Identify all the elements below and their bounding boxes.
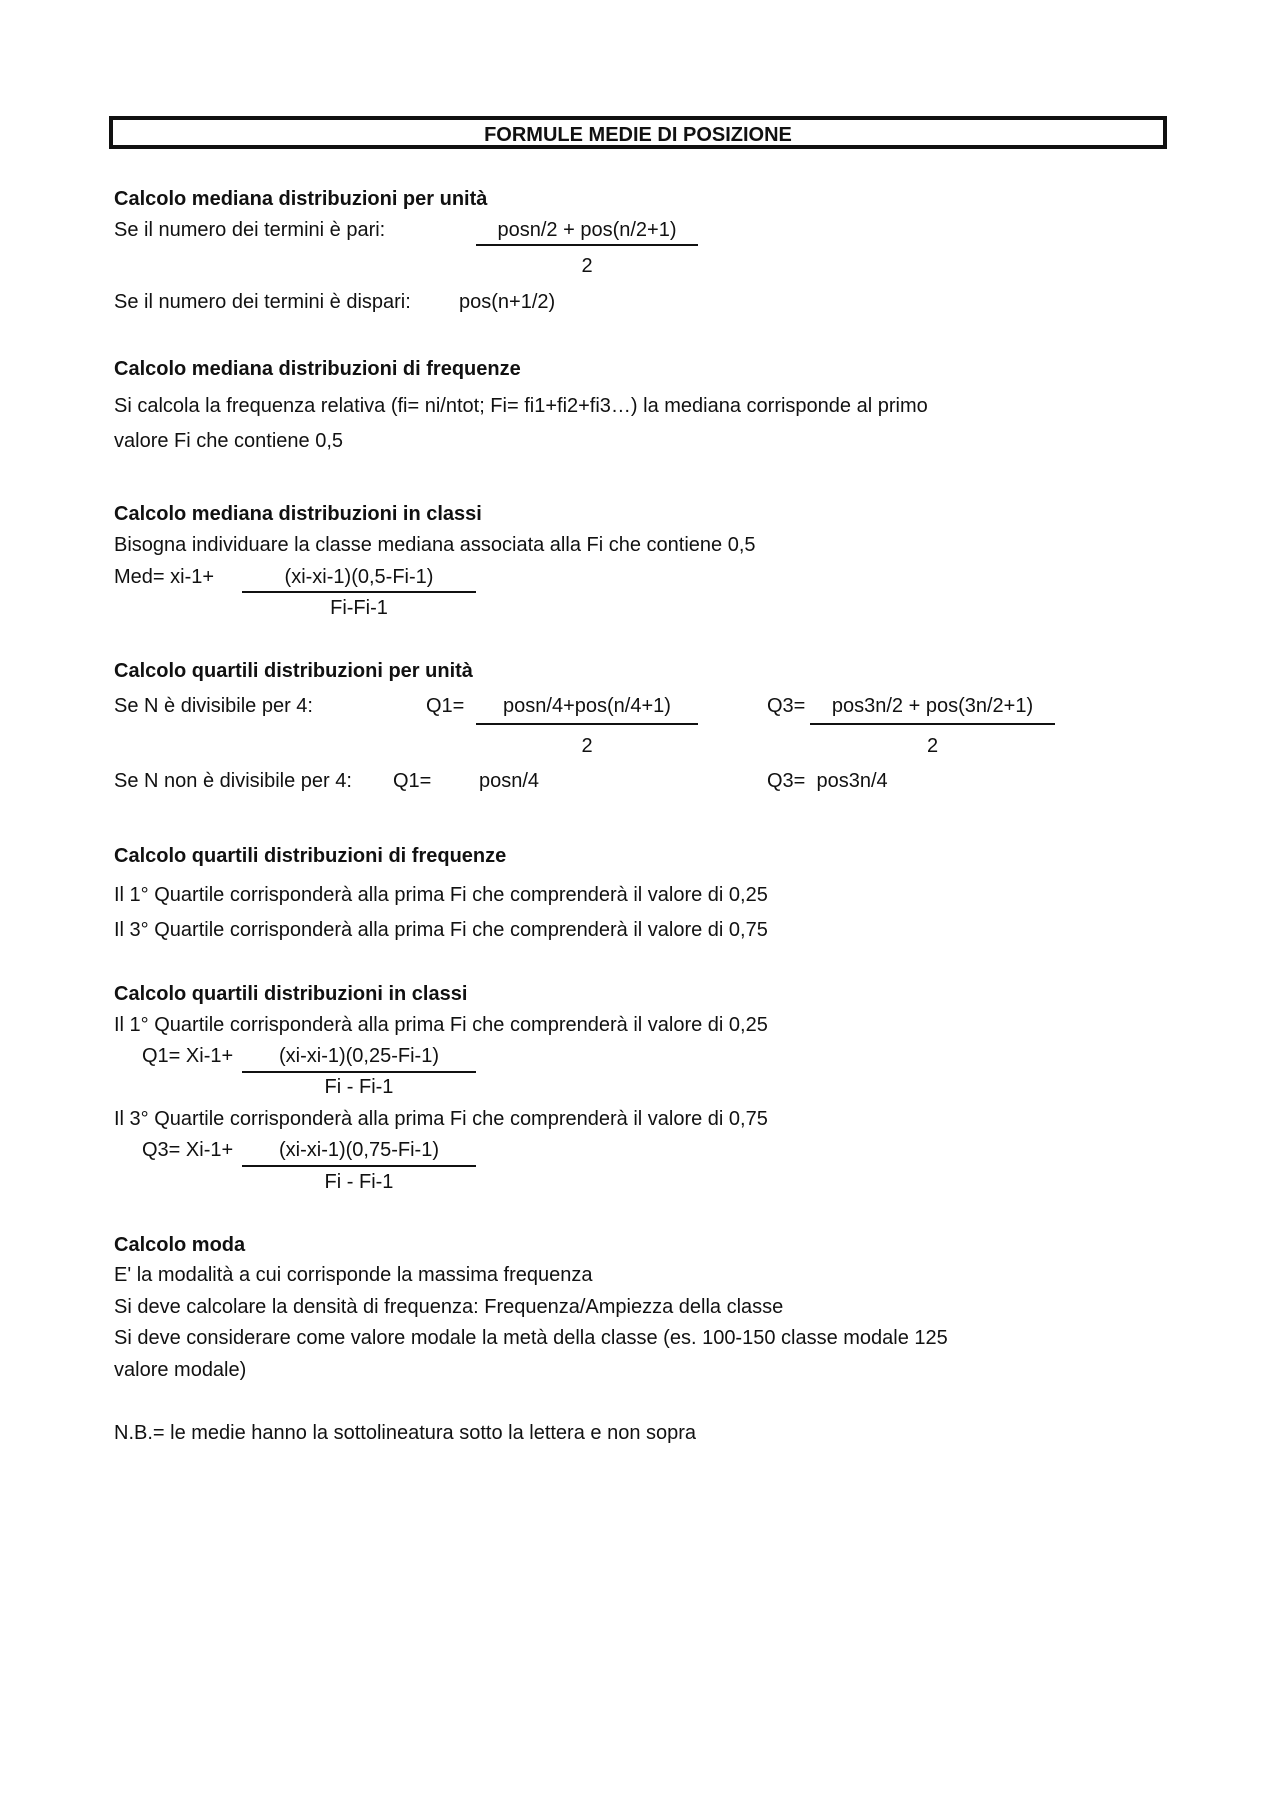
median-numerator: (xi-xi-1)(0,5-Fi-1) (284, 566, 434, 588)
section-heading-quartiles-frequencies: Calcolo quartili distribuzioni di frequenze (114, 845, 507, 867)
q3-numerator: pos3n/2 + pos(3n/2+1) (831, 695, 1034, 717)
page-title: FORMULE MEDIE DI POSIZIONE (484, 124, 792, 146)
fraction-line (810, 723, 1055, 725)
fraction-line (476, 244, 698, 246)
not-divisible-label: Se N non è divisibile per 4: (114, 770, 352, 792)
paragraph-line: Bisogna individuare la classe mediana associata alla Fi che contiene 0,5 (114, 534, 756, 556)
odd-terms-label: Se il numero dei termini è dispari: (114, 291, 411, 313)
section-heading-quartiles-classes: Calcolo quartili distribuzioni in classi (114, 983, 468, 1005)
note-line: N.B.= le medie hanno la sottolineatura sotto la lettera e non sopra (114, 1422, 697, 1444)
median-denominator: Fi-Fi-1 (330, 597, 388, 619)
q3-class-label: Q3= Xi-1+ (142, 1139, 234, 1161)
odd-formula: pos(n+1/2) (459, 291, 556, 313)
median-formula-label: Med= xi-1+ (114, 566, 215, 588)
paragraph-line: Si deve calcolare la densità di frequenza: Frequenza/Ampiezza della classe (114, 1296, 784, 1318)
section-heading-mode: Calcolo moda (114, 1234, 246, 1256)
fraction-line (242, 591, 476, 593)
even-terms-label: Se il numero dei termini è pari: (114, 219, 386, 241)
q1-class-denominator: Fi - Fi-1 (324, 1076, 394, 1098)
paragraph-line: Il 3° Quartile corrisponderà alla prima Fi che comprenderà il valore di 0,75 (114, 919, 768, 941)
paragraph-line: Il 1° Quartile corrisponderà alla prima Fi che comprenderà il valore di 0,25 (114, 884, 768, 906)
q1-formula: posn/4 (479, 770, 540, 792)
q3-class-numerator: (xi-xi-1)(0,75-Fi-1) (279, 1139, 439, 1161)
even-denominator: 2 (581, 255, 593, 277)
paragraph-line: Il 1° Quartile corrisponderà alla prima Fi che comprenderà il valore di 0,25 (114, 1014, 768, 1036)
section-heading-median-units: Calcolo mediana distribuzioni per unità (114, 188, 488, 210)
fraction-line (476, 723, 698, 725)
q1-class-label: Q1= Xi-1+ (142, 1045, 234, 1067)
paragraph-line: Si calcola la frequenza relativa (fi= ni/ntot; Fi= fi1+fi2+fi3…) la mediana corrisponde al primo (114, 395, 928, 417)
fraction-line (242, 1071, 476, 1073)
paragraph-line: Si deve considerare come valore modale la metà della classe (es. 100-150 classe modale 125 (114, 1327, 948, 1349)
q1-denominator: 2 (581, 735, 593, 757)
q3-denominator: 2 (926, 735, 939, 757)
paragraph-line: E' la modalità a cui corrisponde la massima frequenza (114, 1264, 593, 1286)
q1-class-numerator: (xi-xi-1)(0,25-Fi-1) (279, 1045, 439, 1067)
section-heading-median-classes: Calcolo mediana distribuzioni in classi (114, 503, 482, 525)
even-numerator: posn/2 + pos(n/2+1) (497, 219, 677, 241)
q1-label: Q1= (393, 770, 432, 792)
section-heading-quartiles-units: Calcolo quartili distribuzioni per unità (114, 660, 473, 682)
divisible-label: Se N è divisibile per 4: (114, 695, 313, 717)
q1-numerator: posn/4+pos(n/4+1) (503, 695, 671, 717)
section-heading-median-frequencies: Calcolo mediana distribuzioni di frequenze (114, 358, 521, 380)
q3-class-denominator: Fi - Fi-1 (324, 1171, 394, 1193)
paragraph-line: valore modale) (114, 1359, 247, 1381)
q3-label: Q3= (767, 695, 806, 717)
q3-formula: Q3= pos3n/4 (767, 770, 888, 792)
title-box (109, 116, 1167, 149)
fraction-line (242, 1165, 476, 1167)
paragraph-line: valore Fi che contiene 0,5 (114, 430, 344, 452)
paragraph-line: Il 3° Quartile corrisponderà alla prima Fi che comprenderà il valore di 0,75 (114, 1108, 768, 1130)
q1-label: Q1= (426, 695, 465, 717)
